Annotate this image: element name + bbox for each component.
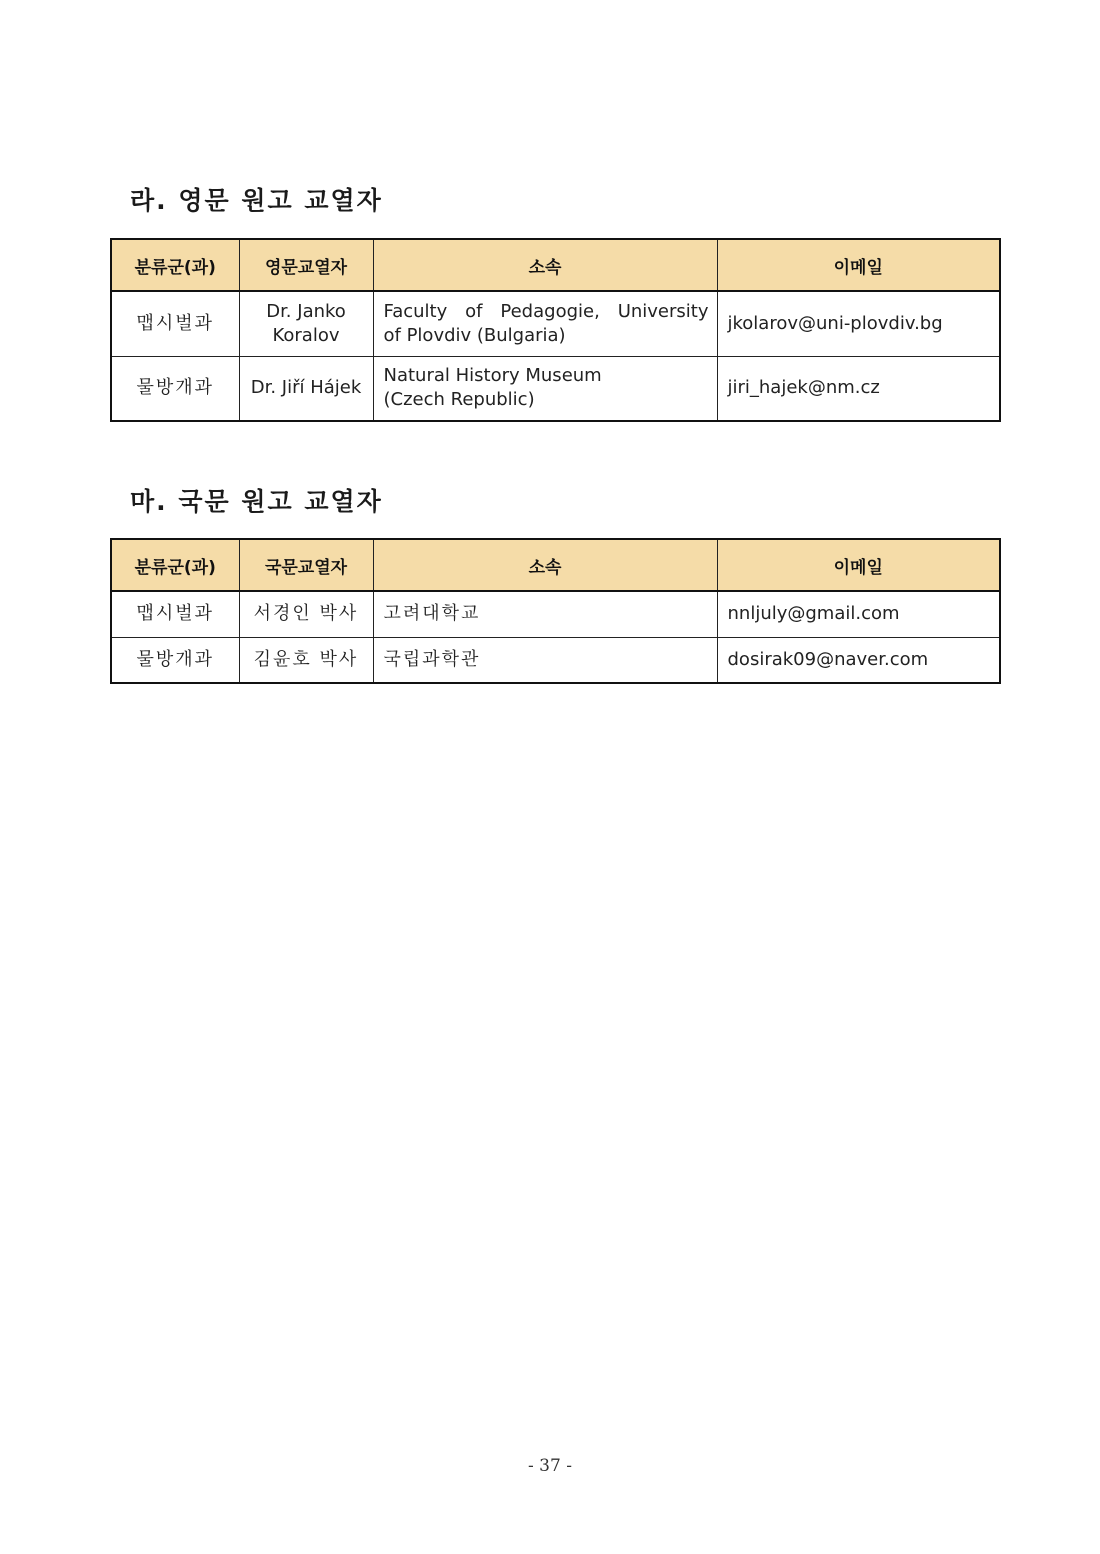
- cell-email: jiri_hajek@nm.cz: [717, 356, 1000, 421]
- english-reviewers-table: [110, 238, 1001, 422]
- cell-affiliation: 고려대학교: [373, 591, 717, 637]
- header-reviewer: 국문교열자: [239, 539, 373, 591]
- cell-affiliation: 국립과학관: [373, 637, 717, 683]
- affiliation-line: of Plovdiv (Bulgaria): [383, 324, 566, 346]
- reviewer-line: Koralov: [272, 324, 340, 346]
- section-title-korean-reviewers: 마. 국문 원고 교열자: [130, 487, 383, 516]
- cell-category: 맵시벌과: [111, 591, 239, 637]
- header-category: 분류군(과): [111, 539, 239, 591]
- table-row: [111, 637, 1000, 683]
- section-title-english-reviewers: 라. 영문 원고 교열자: [130, 186, 383, 215]
- affiliation-line: (Czech Republic): [383, 389, 535, 411]
- cell-category: 물방개과: [111, 637, 239, 683]
- page-number: - 37 -: [528, 1456, 572, 1476]
- cell-reviewer: Dr. Jiří Hájek: [239, 356, 373, 421]
- header-affiliation: 소속: [373, 539, 717, 591]
- affiliation-line: Natural History Museum: [383, 365, 602, 387]
- cell-email: dosirak09@naver.com: [717, 637, 1000, 683]
- reviewer-line: Dr. Janko: [266, 300, 346, 322]
- cell-reviewer: [239, 291, 373, 356]
- cell-reviewer: 김윤호 박사: [239, 637, 373, 683]
- table-row: [111, 591, 1000, 637]
- header-affiliation: 소속: [373, 239, 717, 291]
- table-header-row: [111, 539, 1000, 591]
- cell-reviewer: 서경인 박사: [239, 591, 373, 637]
- cell-email: jkolarov@uni-plovdiv.bg: [717, 291, 1000, 356]
- cell-affiliation: [373, 356, 717, 421]
- header-email: 이메일: [717, 539, 1000, 591]
- table-row: [111, 356, 1000, 421]
- header-category: 분류군(과): [111, 239, 239, 291]
- header-email: 이메일: [717, 239, 1000, 291]
- korean-reviewers-table: [110, 538, 1001, 684]
- cell-email: nnljuly@gmail.com: [717, 591, 1000, 637]
- affiliation-line: Faculty of Pedagogie, University: [383, 300, 709, 322]
- header-reviewer: 영문교열자: [239, 239, 373, 291]
- table-header-row: [111, 239, 1000, 291]
- cell-category: 물방개과: [111, 356, 239, 421]
- table-row: [111, 291, 1000, 356]
- cell-affiliation: [373, 291, 717, 356]
- cell-category: 맵시벌과: [111, 291, 239, 356]
